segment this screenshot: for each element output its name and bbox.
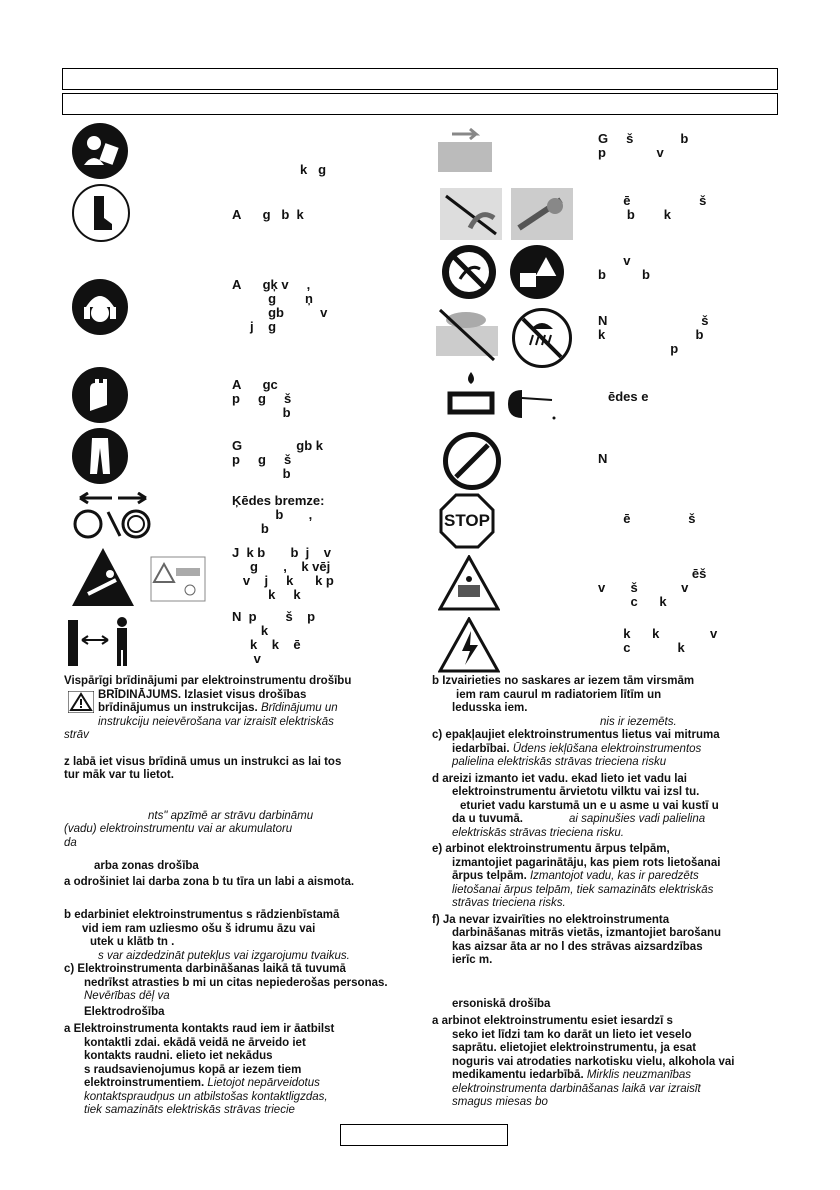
electrical-d-2: elektroinstrumentu ārvietotu vilktu vai izsl tu. [452, 786, 700, 798]
power-tool-def-1: nts" apzīmē ar strāvu darbināmu [148, 809, 314, 822]
warning-label: BRĪDINĀJUMS. [98, 688, 182, 701]
gloves-icon [72, 367, 128, 423]
personal-a-3: saprātu. elietojiet elektroinstrumentu, ja esat [452, 1042, 697, 1054]
warning-text-4: instrukciju neievērošana var izraisīt elektriskās [98, 715, 334, 728]
warning-text-1: Izlasiet visus drošības [181, 688, 307, 701]
footer-page-box [340, 1124, 508, 1146]
chain-warning-triangle-icon [438, 555, 500, 611]
symbol-text-helmet: A gķ v , g ņ gb v j g [232, 277, 328, 334]
stop-sign-label: STOP [444, 511, 490, 530]
work-area-a: a odrošiniet lai darba zona b tu tīra un labi a aismota. [64, 875, 355, 888]
symbol-text-chain-direction: G š b p v [598, 131, 689, 160]
personal-a-5: medikamentu iedarbībā. [452, 1069, 584, 1081]
electrical-e-6: strāvas trieciena risks. [452, 897, 566, 909]
electrical-e-5: lietošanai ārpus telpām, tiek samazināts elektriskās [452, 883, 714, 896]
protective-trousers-icon [72, 428, 128, 484]
warning-text-2: brīdinājumus un instrukcijas. [98, 702, 258, 714]
symbol-text-chain-brake: b , b [260, 507, 313, 536]
cutting-prohibited-icon-2 [511, 188, 573, 240]
work-area-heading: arba zonas drošība [94, 860, 199, 872]
electrical-f-1: f) Ja nevar izvairīties no elektroinstrumenta [432, 913, 670, 926]
symbol-text-trousers: G gb k p g š b [232, 438, 324, 481]
symbol-text-cutting: ē š b k [623, 193, 707, 222]
work-area-b-4: s var aizdedzināt putekļus vai izgarojumu tvaikus. [98, 949, 350, 962]
electrical-a-1: a Elektroinstrumenta kontakts raud iem ir āatbilst [64, 1023, 335, 1035]
power-tool-def-3: da [64, 836, 77, 849]
electrical-b-3: ledusska iem. [452, 702, 528, 714]
work-area-c-2: nedrīkst atrasties b mi un citas nepiederošas personas. [84, 976, 388, 989]
symbol-text-manual: k g [300, 162, 327, 177]
two-hand-operation-icon [150, 556, 206, 602]
electrical-c-1: c) epakļaujiet elektroinstrumentus lietus vai mitruma [432, 729, 720, 741]
prohibited-icon [443, 432, 501, 490]
no-rain-chainsaw-icon [436, 306, 498, 364]
electrical-f-2: darbināšanas mitrās vietās, izmantojiet barošanu [452, 927, 722, 939]
kickback-warning-icon [70, 546, 136, 608]
right-text-column [432, 675, 778, 1110]
symbol-text-chain-oil: ēdes e [608, 389, 649, 404]
electrical-e-2: izmantojiet pagarinātāju, kas piem rots lietošanai [452, 856, 721, 869]
no-rain-icon [512, 308, 572, 368]
electrical-d-3: eturiet vadu karstumā un e u asme u vai kustī u [460, 799, 719, 812]
electrical-f-4: ierīc m. [452, 954, 493, 966]
personal-a-6: Mirklis neuzmanības [583, 1069, 692, 1081]
symbol-text-one-hand: v b b [598, 253, 650, 282]
electrical-c-3: Ūdens iekļūšana elektroinstrumentos [509, 742, 702, 755]
electrical-e-4: Izmantojot vadu, kas ir paredzēts [526, 870, 699, 882]
work-area-c-1: c) Elektroinstrumenta darbināšanas laikā tā tuvumā [64, 963, 346, 975]
symbol-text-stop: ē š [598, 511, 696, 526]
electrical-a-3: kontakts raudni. elieto iet nekādus [84, 1050, 273, 1062]
warning-triangle-icon [68, 691, 94, 713]
general-warnings-heading: Vispārīgi brīdinājumi par elektroinstrumentu drošību [64, 675, 352, 687]
electrical-b-4: nis ir iezemēts. [600, 715, 677, 728]
electrical-d-1: d areizi izmanto iet vadu. ekad lieto iet vadu lai [432, 772, 687, 785]
electrical-a-4: s raudsavienojumus kopā ar iezem tiem [84, 1063, 302, 1076]
electrical-f-3: kas aizsar āta ar no l des strāvas aizsardzības [452, 940, 703, 953]
chain-direction-icon [436, 124, 494, 176]
bystander-distance-icon [68, 614, 134, 666]
work-area-b-1: b edarbiniet elektroinstrumentus s rādzienbīstamā [64, 909, 340, 921]
header-box-top [62, 68, 778, 90]
no-one-hand-icon [442, 245, 496, 299]
electrical-e-1: e) arbinot elektroinstrumentu ārpus telpām, [432, 843, 670, 855]
electrical-c-2: iedarbībai. [452, 742, 510, 755]
chain-oil-icon [444, 370, 498, 420]
warning-text-3: Brīdinājumu un [257, 702, 338, 714]
symbol-text-rain: N š k b p [598, 313, 709, 356]
chain-brake-title: Ķēdes bremze: [232, 493, 325, 508]
electrical-b-1: b Izvairieties no saskares ar iezem tām virsmām [432, 675, 695, 687]
symbol-text-chain-warning: ēš v š v c k [598, 566, 707, 609]
left-text-column [64, 675, 414, 1118]
personal-a-7: elektroinstrumenta darbināšanas laikā var izraisīt [452, 1082, 701, 1095]
work-area-c-3: Nevērības dēļ va [84, 990, 170, 1002]
electric-shock-warning-icon [438, 617, 500, 673]
electrical-safety-heading: Elektrodrošība [84, 1005, 165, 1018]
electrical-a-7: kontaktspraudņus un atbilstošas kontaktligzdas, [84, 1090, 328, 1103]
keep-instructions-2: tur māk var tu lietot. [64, 769, 174, 781]
keep-instructions-1: z labā iet visus brīdinā umus un instrukci as lai tos [64, 755, 342, 768]
read-manual-icon [72, 123, 128, 179]
symbol-text-prohibited: N [598, 451, 608, 466]
chain-brake-icon [68, 492, 158, 540]
electrical-d-6: elektriskās strāvas trieciena risku. [452, 826, 624, 839]
warning-text-5: strāv [64, 729, 89, 741]
personal-a-2: seko iet līdzi tam ko darāt un lieto iet veselo [452, 1028, 692, 1041]
oil-can-icon [506, 384, 556, 424]
work-area-b-2: vid iem ram uzliesmo ošu š idrumu āzu vai [82, 922, 316, 935]
personal-a-1: a arbinot elektroinstrumentu esiet iesardzī s [432, 1015, 673, 1027]
tree-fall-warning-icon [510, 245, 564, 299]
electrical-c-4: palielina elektriskās strāvas trieciena risku [452, 756, 667, 768]
personal-safety-heading: ersoniskā drošība [452, 997, 551, 1010]
electrical-a-8: tiek samazināts elektriskās strāvas triecie [84, 1104, 295, 1116]
electrical-d-5: ai sapinušies vadi palielina [568, 813, 706, 825]
stop-sign-icon [439, 493, 495, 549]
electrical-a-6: Lietojot nepārveidotus [204, 1077, 320, 1089]
electrical-d-4: da u tuvumā. [452, 813, 523, 825]
electrical-a-2: kontaktli zdai. ekādā veidā ne ārveido iet [84, 1036, 306, 1049]
power-tool-def-2: (vadu) elektroinstrumentu vai ar akumulatoru [64, 823, 293, 835]
symbol-text-gloves: A gc p g š b [232, 377, 292, 420]
personal-a-4: noguris vai atrodaties narkotisku vielu, alkohola vai [452, 1055, 735, 1068]
electrical-a-5: elektroinstrumentiem. [84, 1077, 205, 1089]
symbol-text-boots: A g b k [232, 207, 304, 222]
header-box-bottom [62, 93, 778, 115]
symbol-text-kickback: J k b b j v g , k vēj v j k k p k k [232, 545, 334, 602]
electrical-e-3: ārpus telpām. [452, 870, 527, 882]
symbol-text-distance: N p š p k k k ē v [232, 609, 316, 666]
work-area-b-3: utek u klātb tn . [90, 936, 175, 948]
boots-icon [72, 184, 130, 242]
symbol-text-electric: k k v c k [623, 626, 718, 655]
electrical-b-2: iem ram caurul m radiatoriem lītīm un [456, 688, 662, 701]
helmet-ear-eye-protection-icon [72, 279, 128, 335]
cutting-prohibited-icon-1 [440, 188, 502, 240]
personal-a-8: smagus miesas bo [452, 1096, 548, 1108]
